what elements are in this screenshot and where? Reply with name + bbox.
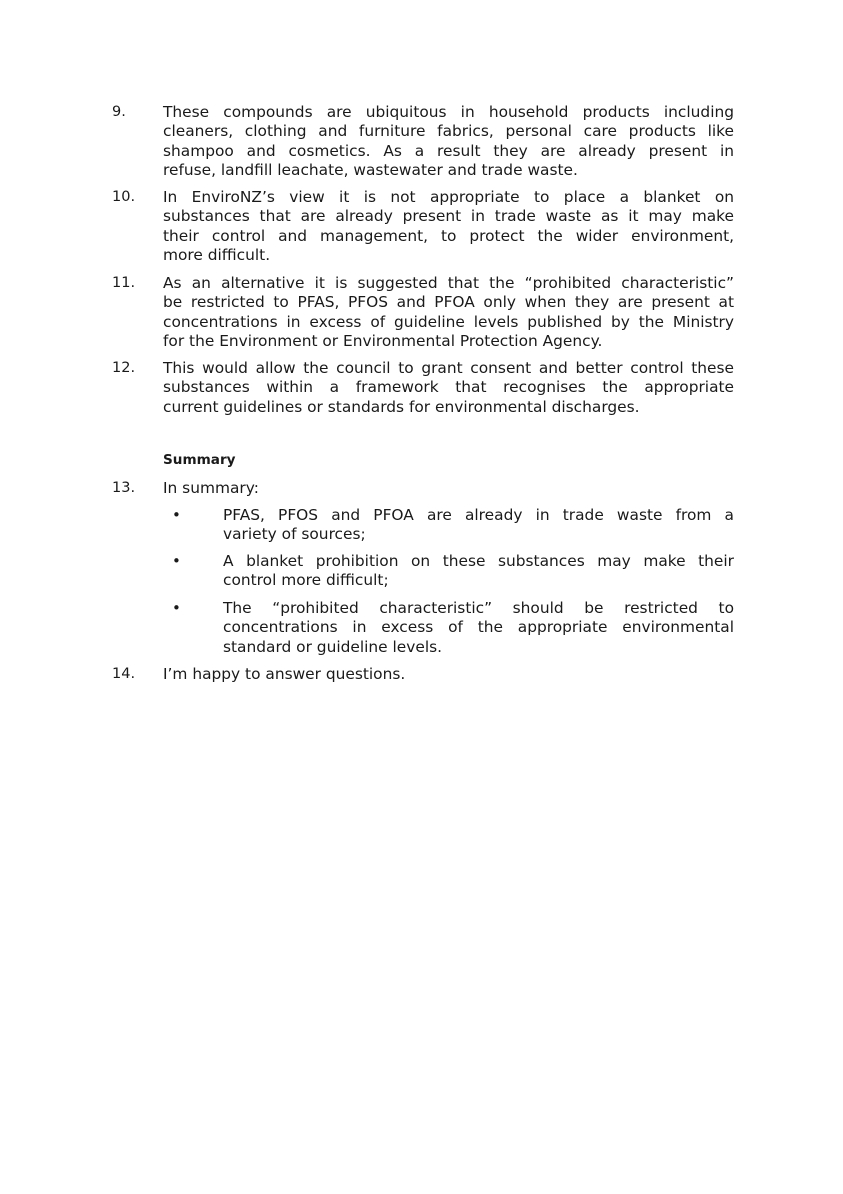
text-line: In summary: <box>163 479 259 497</box>
text-line: The “prohibited characteristic” should be restricted to <box>223 599 734 617</box>
paragraph-text <box>163 188 734 265</box>
text-line: for the Environment or Environmental Protection Agency. <box>163 331 603 350</box>
paragraph-text <box>163 274 734 351</box>
paragraph-number: 9. <box>112 104 126 120</box>
paragraph-number: 10. <box>112 189 136 205</box>
text-line: PFAS, PFOS and PFOA are already in trade waste from a <box>223 506 734 524</box>
paragraph-text <box>163 359 734 417</box>
paragraph-number: 13. <box>112 480 136 496</box>
text-line: I’m happy to answer questions. <box>163 665 406 683</box>
paragraph-10 <box>112 188 734 265</box>
paragraph-12 <box>112 359 734 417</box>
text-line: As an alternative it is suggested that the “prohibited characteristic” <box>163 274 734 292</box>
text-line: substances within a framework that recognises the appropriate <box>163 378 734 397</box>
text-line: refuse, landfill leachate, wastewater and trade waste. <box>163 160 578 179</box>
paragraph-text <box>163 479 734 498</box>
text-line: variety of sources; <box>223 525 366 544</box>
paragraph-9 <box>112 103 734 180</box>
paragraph-number: 12. <box>112 360 136 376</box>
text-line: These compounds are ubiquitous in household products including <box>163 103 734 121</box>
text-line: shampoo and cosmetics. As a result they are already present in <box>163 141 734 160</box>
paragraph-13 <box>112 479 734 498</box>
paragraph-text <box>163 665 734 684</box>
text-line: control more difficult; <box>223 571 389 590</box>
text-line: concentrations in excess of the appropriate environmental <box>223 618 734 637</box>
text-line: standard or guideline levels. <box>223 637 443 656</box>
paragraph-number: 14. <box>112 666 136 682</box>
bullet-text <box>223 552 734 591</box>
paragraph-text <box>163 103 734 180</box>
bullet-text <box>223 506 734 545</box>
summary-bullet-2 <box>172 552 734 591</box>
text-line: concentrations in excess of guideline levels published by the Ministry <box>163 312 734 331</box>
text-line: current guidelines or standards for environmental discharges. <box>163 397 640 416</box>
summary-bullet-1 <box>172 506 734 545</box>
text-line: more difficult. <box>163 245 271 264</box>
summary-bullet-3 <box>172 599 734 657</box>
text-line: be restricted to PFAS, PFOS and PFOA only when they are present at <box>163 293 734 312</box>
summary-heading: Summary <box>163 452 236 468</box>
paragraph-number: 11. <box>112 275 136 291</box>
paragraph-11 <box>112 274 734 351</box>
text-line: A blanket prohibition on these substances may make their <box>223 552 734 570</box>
paragraph-14 <box>112 665 734 684</box>
bullet-icon: • <box>172 599 181 617</box>
text-line: substances that are already present in trade waste as it may make <box>163 207 734 226</box>
text-line: This would allow the council to grant consent and better control these <box>163 359 734 377</box>
text-line: In EnviroNZ’s view it is not appropriate to place a blanket on <box>163 188 734 206</box>
bullet-text <box>223 599 734 657</box>
bullet-icon: • <box>172 506 181 524</box>
text-line: cleaners, clothing and furniture fabrics, personal care products like <box>163 122 734 141</box>
text-line: their control and management, to protect the wider environment, <box>163 226 734 245</box>
bullet-icon: • <box>172 552 181 570</box>
